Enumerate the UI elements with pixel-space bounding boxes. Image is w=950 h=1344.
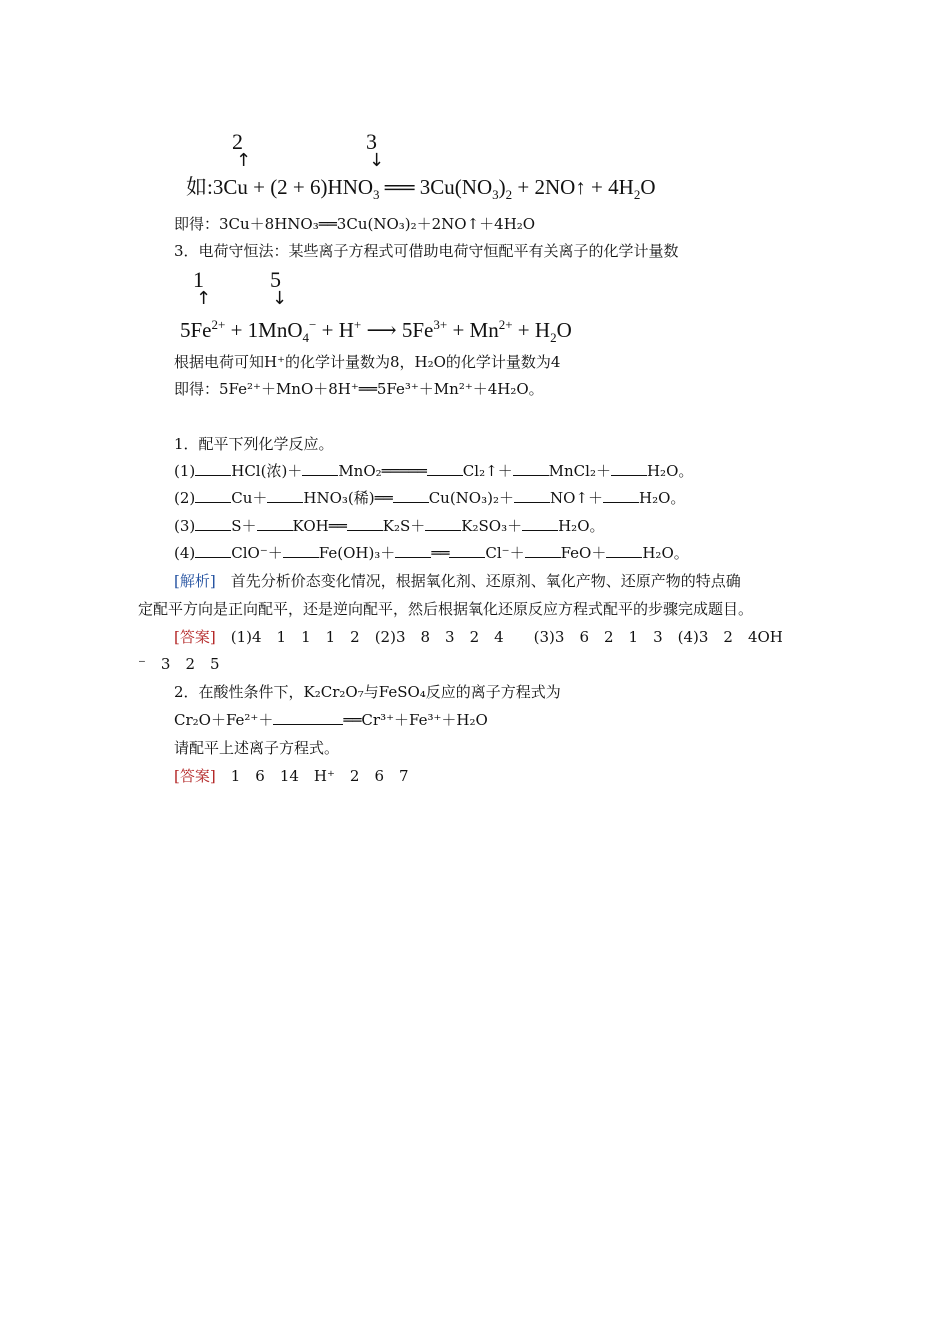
result-line-1: 即得：3Cu＋8HNO₃══3Cu(NO₃)₂＋2NO↑＋4H₂O [174,215,536,233]
equation-cu-hno3: 如:3Cu + $(2 + 6)HNO_3$ ══ $3Cu(NO_3)_2$ + 2NO↑ + $4H_2O$ [186,175,656,203]
eq1-number-n: 3 [366,129,377,154]
question-1-item-1: (1) HCl(浓)＋ MnO₂═════ Cl₂↑＋ MnCl₂＋ H₂O。 [174,462,694,480]
analysis-line-2: 定配平方向是正向配平，还是逆向配平，然后根据氧化还原反应方程式配平的步骤完成题目。 [138,600,754,618]
answer-tag: [答案] [174,767,216,785]
arrow-up-icon: ↑ [236,150,252,171]
question-1-title: 1．配平下列化学反应。 [174,435,334,453]
analysis-tag: [解析] [174,572,216,590]
eq2-number-mn: 5 [270,267,281,292]
section-charge-conservation: 3．电荷守恒法：某些离子方程式可借助电荷守恒配平有关离子的化学计量数 [174,242,679,260]
answer-2-line: [答案] 1 6 14 H⁺ 2 6 7 [174,767,409,785]
question-1-item-4: (4) ClO⁻＋ Fe(OH)₃＋ ══ Cl⁻＋ FeO＋ H₂O。 [174,544,689,562]
charge-explanation: 根据电荷可知H⁺的化学计量数为8，H₂O的化学计量数为4 [174,353,561,371]
answer-tag: [答案] [174,628,216,646]
answer-1-line-1: [答案] (1)4 1 1 1 2 (2)3 8 3 2 4 (3)3 6 2 1 3 (4)3 2 4OH [174,628,783,646]
question-1-item-3: (3) S＋ KOH══ K₂S＋ K₂SO₃＋ H₂O。 [174,517,605,535]
arrow-up-icon: ↑ [196,288,212,309]
analysis-line-1: [解析] 首先分析价态变化情况，根据氧化剂、还原剂、氧化产物、还原产物的特点确 [174,572,741,590]
result-line-2: 即得：5Fe²⁺＋MnO＋8H⁺══5Fe³⁺＋Mn²⁺＋4H₂O。 [174,380,544,398]
question-1-item-2: (2) Cu＋ HNO₃(稀)══ Cu(NO₃)₂＋ NO↑＋ H₂O。 [174,489,686,507]
question-2-prompt: 请配平上述离子方程式。 [174,739,340,757]
answer-1-line-2: ⁻ 3 2 5 [138,655,220,673]
question-2-title: 2．在酸性条件下，K₂Cr₂O₇与FeSO₄反应的离子方程式为 [174,683,561,701]
arrow-down-icon: ↓ [272,288,288,309]
question-2-equation: Cr₂O＋Fe²⁺＋ ══Cr³⁺＋Fe³⁺＋H₂O [174,711,488,729]
arrow-down-icon: ↓ [369,150,385,171]
eq2-number-fe: 1 [193,267,204,292]
eq1-number-cu: 2 [232,129,243,154]
equation-fe-mno4: $5Fe^{2+} + 1MnO_4^- + H^+$ ⟶ $5Fe^{3+} + Mn^{2+} + H_2O$ [180,317,572,346]
